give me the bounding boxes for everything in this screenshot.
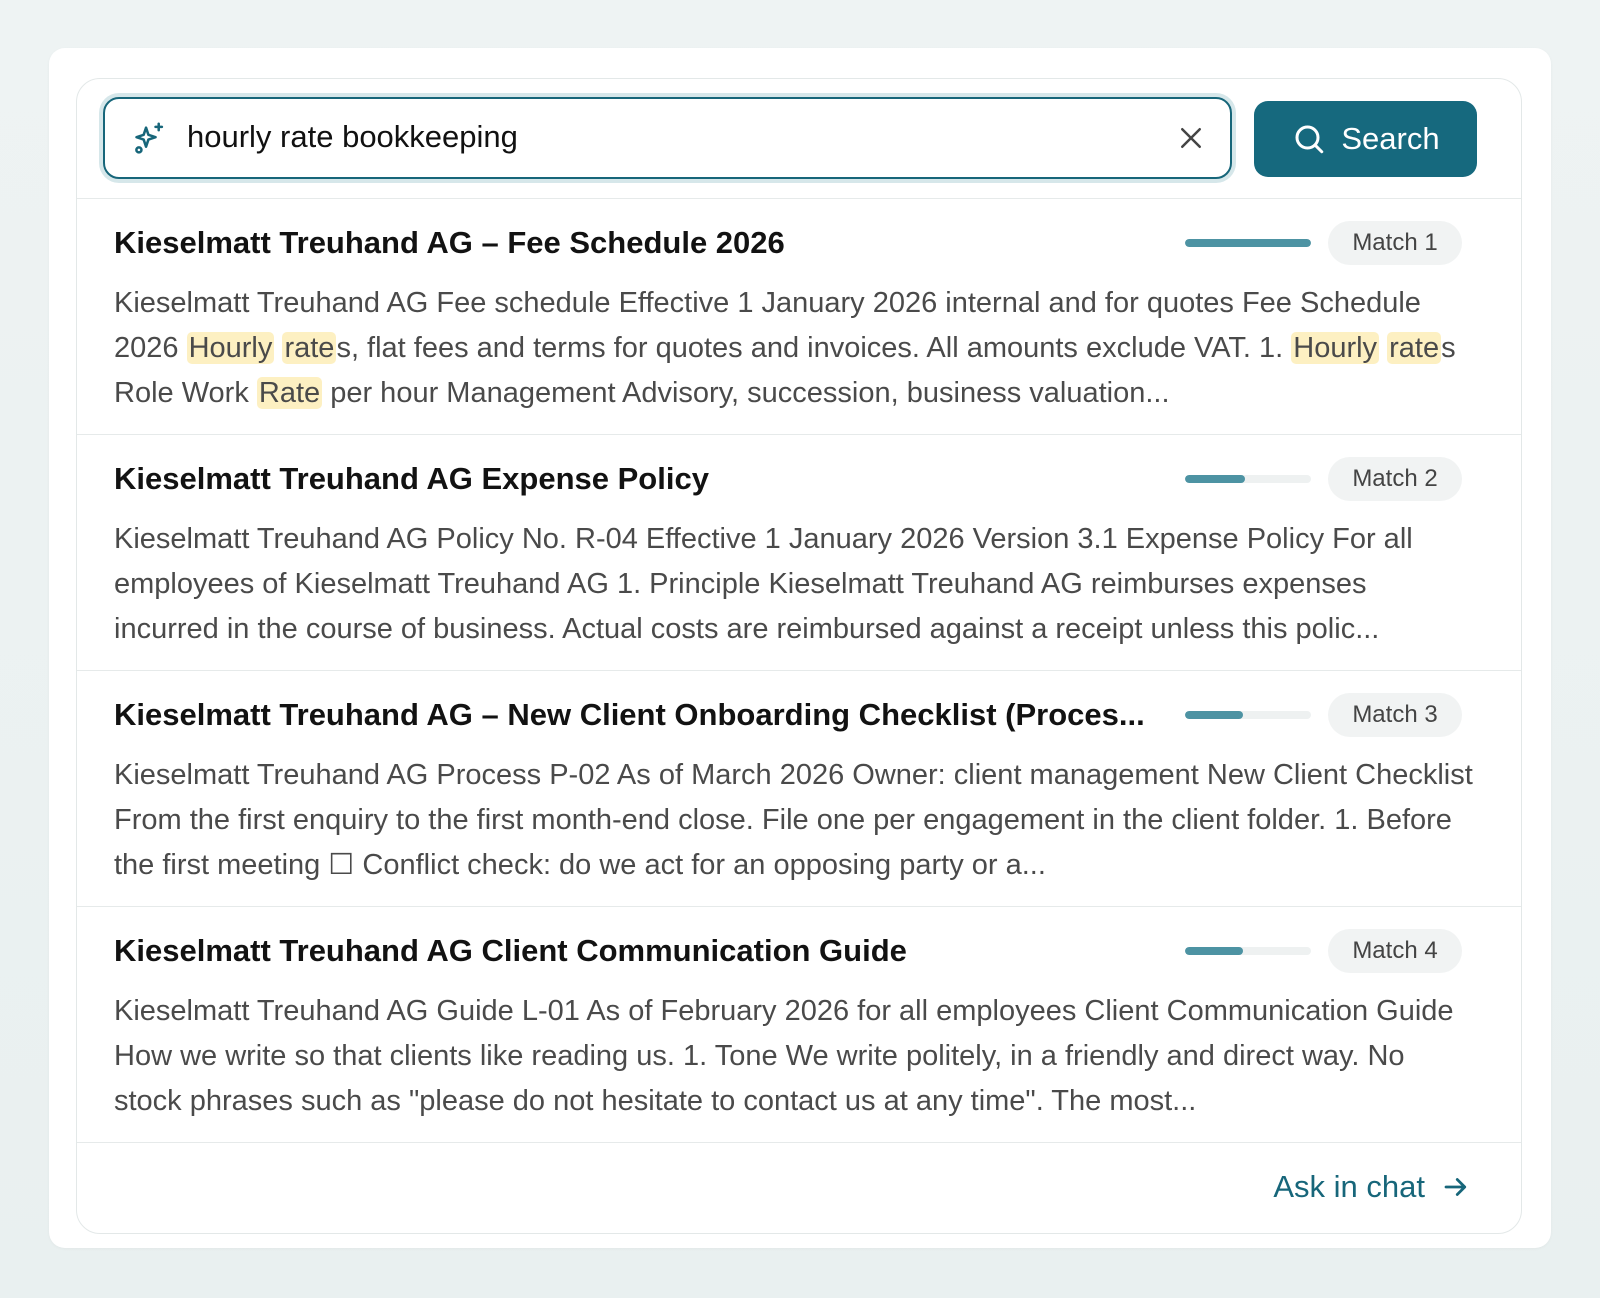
match-badge: Match 4 — [1328, 929, 1462, 973]
snippet-text: per hour Management Advisory, succession, business valuation... — [322, 377, 1170, 409]
relevance-bar — [1185, 947, 1311, 955]
highlighted-term: rate — [1389, 332, 1440, 364]
snippet-text: s, flat fees and terms for quotes and invoices. All amounts exclude VAT. 1. — [336, 332, 1292, 364]
match-badge: Match 2 — [1328, 457, 1462, 501]
result-item[interactable] — [77, 671, 1521, 907]
relevance-bar — [1185, 475, 1311, 483]
search-icon — [1291, 121, 1327, 157]
relevance-bar-fill — [1185, 475, 1245, 483]
search-bar — [77, 79, 1521, 199]
match-badge: Match 3 — [1328, 693, 1462, 737]
result-title[interactable]: Kieselmatt Treuhand AG – Fee Schedule 2026 — [114, 225, 785, 260]
result-title[interactable]: Kieselmatt Treuhand AG Client Communication Guide — [114, 933, 907, 968]
highlighted-term: Rate — [258, 377, 321, 409]
arrow-right-icon — [1441, 1172, 1471, 1202]
relevance-bar-fill — [1185, 239, 1311, 247]
result-snippet — [114, 989, 1474, 1124]
relevance-bar — [1185, 711, 1311, 719]
snippet-text: Kieselmatt Treuhand AG Fee schedule Effective 1 January 2026 internal and for quotes Fee Schedule 2026 — [114, 287, 1421, 364]
search-button-label: Search — [1341, 121, 1440, 156]
search-input[interactable] — [187, 115, 1147, 159]
close-icon[interactable] — [1176, 123, 1206, 153]
snippet-text: Kieselmatt Treuhand AG Policy No. R-04 Effective 1 January 2026 Version 3.1 Expense Policy For all employees of Kieselmatt Treuhand AG 1. Principle Kieselmatt Treuhand AG reimburses expenses incurred in the course of business. Actual costs are reimbursed against a receipt unless this polic... — [114, 523, 1413, 645]
result-item[interactable] — [77, 199, 1521, 435]
highlighted-term: Hourly — [1293, 332, 1378, 364]
snippet-text: Kieselmatt Treuhand AG Process P-02 As of March 2026 Owner: client management New Client Checklist From the first enquiry to the first month-end close. File one per engagement in the client folder. 1. Before the first meeting ☐ Conflict check: do we act for an opposing party or a... — [114, 759, 1473, 881]
results-footer — [77, 1143, 1521, 1234]
ask-in-chat-link[interactable] — [1273, 1169, 1471, 1205]
snippet-text: Kieselmatt Treuhand AG Guide L-01 As of February 2026 for all employees Client Communication Guide How we write so that clients like reading us. 1. Tone We write politely, in a friendly and direct way. No stock phrases such as "please do not hesitate to contact us at any time". The most... — [114, 995, 1454, 1117]
search-button[interactable] — [1254, 101, 1477, 177]
result-item[interactable] — [77, 907, 1521, 1143]
ask-in-chat-label: Ask in chat — [1273, 1169, 1425, 1204]
snippet-text: s Role Work — [114, 332, 1456, 409]
result-title[interactable]: Kieselmatt Treuhand AG Expense Policy — [114, 461, 709, 496]
relevance-bar-fill — [1185, 947, 1243, 955]
match-badge: Match 1 — [1328, 221, 1462, 265]
sparkle-icon — [131, 119, 169, 157]
result-snippet — [114, 517, 1474, 652]
relevance-bar — [1185, 239, 1311, 247]
result-title[interactable]: Kieselmatt Treuhand AG – New Client Onboarding Checklist (Proces... — [114, 697, 1145, 732]
search-input-container[interactable] — [103, 97, 1232, 179]
highlighted-term: rate — [284, 332, 335, 364]
result-snippet — [114, 753, 1474, 888]
result-item[interactable] — [77, 435, 1521, 671]
search-card — [49, 48, 1551, 1248]
snippet-text — [1379, 332, 1387, 364]
search-panel — [76, 78, 1522, 1234]
highlighted-term: Hourly — [188, 332, 273, 364]
relevance-bar-fill — [1185, 711, 1243, 719]
result-snippet — [114, 281, 1474, 416]
